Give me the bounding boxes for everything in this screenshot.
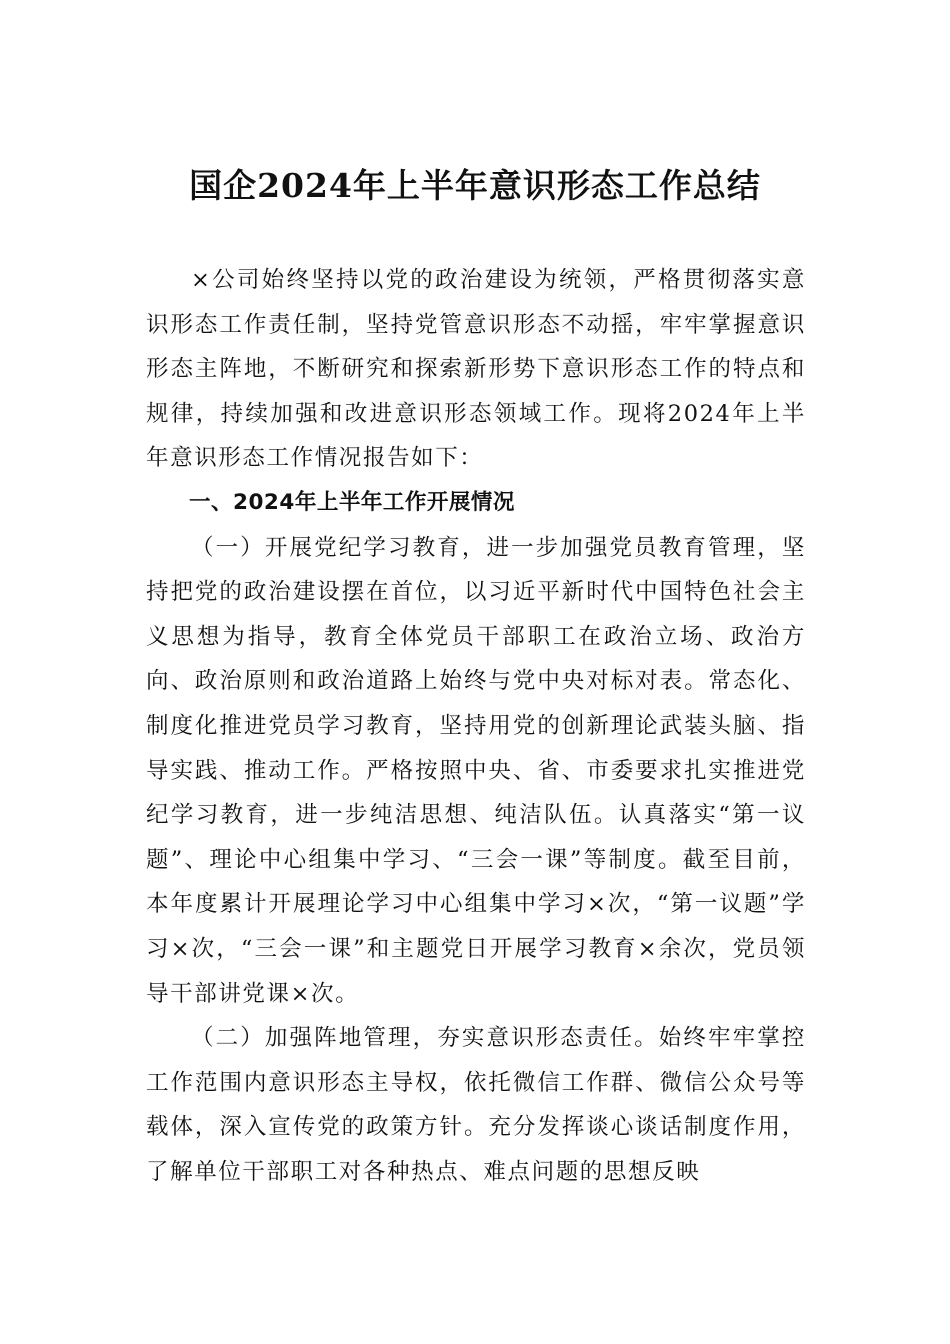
section-heading: 一、2024年上半年工作开展情况: [189, 489, 515, 515]
section-paragraph: （二）加强阵地管理，夯实意识形态责任。始终牢牢掌控工作范围内意识形态主导权，依托微信工作群、微信公众号等载体，深入宣传党的政策方针。充分发挥谈心谈话制度作用，了解单位干部职工对各种热点、难点问题的思想反映: [146, 1025, 806, 1185]
section-paragraph: （一）开展党纪学习教育，进一步加强党员教育管理，坚持把党的政治建设摆在首位，以习近平新时代中国特色社会主义思想为指导，教育全体党员干部职工在政治立场、政治方向、政治原则和政治道路上始终与党中央对标对表。常态化、制度化推进党员学习教育，坚持用党的创新理论武装头脑、指导实践、推动工作。严格按照中央、省、市委要求扎实推进党纪学习教育，进一步纯洁思想、纯洁队伍。认真落实“第一议题”、理论中心组集中学习、“三会一课”等制度。截至目前，本年度累计开展理论学习中心组集中学习×次，“第一议题”学习×次，“三会一课”和主题党日开展学习教育×余次，党员领导干部讲党课×次。: [146, 534, 806, 1007]
document-body: [146, 258, 806, 1194]
document-title: 国企2024年上半年意识形态工作总结: [189, 166, 761, 205]
intro-paragraph: ×公司始终坚持以党的政治建设为统领，严格贯彻落实意识形态工作责任制，坚持党管意识形态不动摇，牢牢掌握意识形态主阵地，不断研究和探索新形势下意识形态工作的特点和规律，持续加强和改进意识形态领域工作。现将2024年上半年意识形态工作情况报告如下：: [146, 267, 806, 472]
